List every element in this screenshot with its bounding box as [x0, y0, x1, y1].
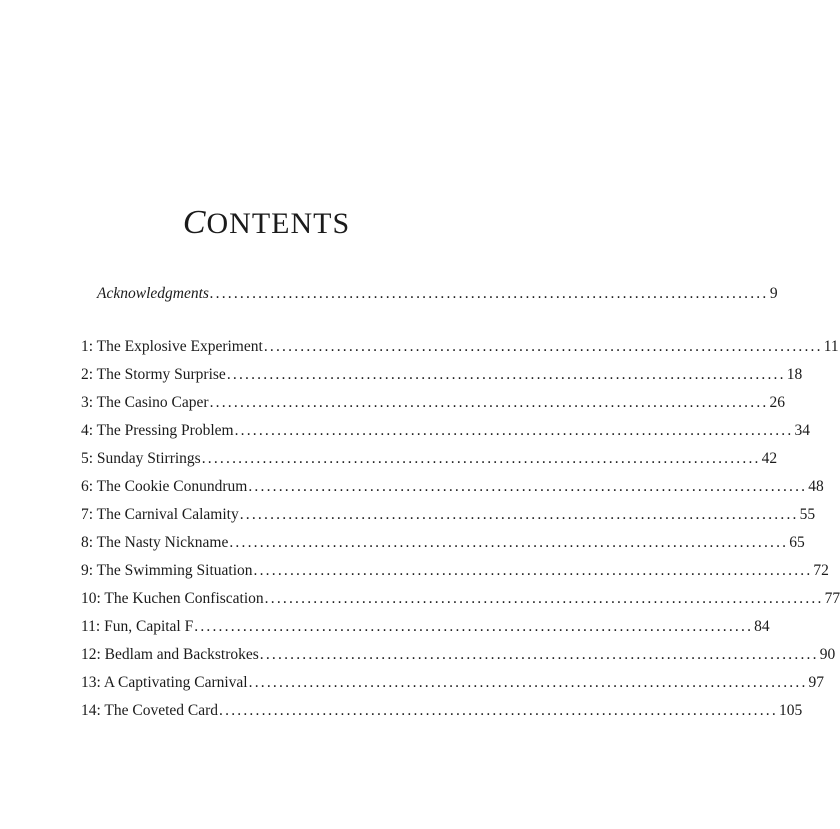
toc-entry-label: Acknowledgments	[97, 285, 209, 302]
toc-entry-page: 42	[761, 450, 778, 467]
toc-entry-page: 97	[808, 674, 825, 691]
toc-entry-label: 14: The Coveted Card	[81, 702, 219, 719]
toc-entry-label: 6: The Cookie Conundrum	[81, 478, 248, 495]
toc-entry-chapter	[81, 533, 805, 553]
toc-entry-chapter	[81, 561, 829, 581]
toc-entry-label: 10: The Kuchen Confiscation	[81, 590, 264, 607]
toc-entry-acknowledgments	[97, 284, 778, 304]
toc-entry-label: 12: Bedlam and Backstrokes	[81, 646, 259, 663]
toc-entry-label: 5: Sunday Stirrings	[81, 450, 201, 467]
toc-entry-page: 105	[778, 702, 803, 719]
dot-leader: ............................................................................................	[248, 478, 808, 495]
toc-entry-page: 55	[799, 506, 816, 523]
toc-entry-label: 3: The Casino Caper	[81, 394, 209, 411]
dot-leader: ............................................................................................	[219, 702, 778, 719]
toc-entry-page: 11	[823, 338, 839, 355]
title-initial: C	[182, 204, 207, 241]
title-rest: ONTENTS	[206, 207, 351, 240]
toc-entry-page: 72	[813, 562, 829, 579]
toc-entry-page: 77	[824, 590, 840, 607]
dot-leader: ............................................................................................	[229, 534, 789, 551]
toc-entry-label: 8: The Nasty Nickname	[81, 534, 229, 551]
toc-entry-page: 26	[769, 394, 785, 411]
dot-leader: ............................................................................................	[263, 338, 823, 355]
dot-leader: ............................................................................................	[259, 646, 819, 663]
toc-entry-chapter	[81, 617, 770, 637]
dot-leader: ............................................................................................	[234, 422, 794, 439]
toc-entry-chapter	[81, 701, 803, 721]
toc-entry-label: 2: The Stormy Surprise	[81, 366, 226, 383]
toc-entry-page: 18	[786, 366, 803, 383]
dot-leader: ............................................................................................	[264, 590, 824, 607]
toc-entry-page: 48	[808, 478, 824, 495]
toc-entry-chapter	[81, 337, 839, 357]
toc-entry-chapter	[81, 589, 840, 609]
dot-leader: ............................................................................................	[209, 285, 769, 302]
toc-entry-label: 13: A Captivating Carnival	[81, 674, 248, 691]
dot-leader: ............................................................................................	[209, 394, 769, 411]
toc-entry-label: 9: The Swimming Situation	[81, 562, 253, 579]
toc-entry-chapter	[81, 393, 785, 413]
toc-entry-page: 34	[794, 422, 810, 439]
toc-entry-label: 7: The Carnival Calamity	[81, 506, 239, 523]
toc-entry-chapter	[81, 477, 824, 497]
toc-entry-page: 84	[754, 618, 770, 635]
toc-entry-label: 4: The Pressing Problem	[81, 422, 234, 439]
toc-entry-chapter	[81, 645, 836, 665]
dot-leader: ............................................................................................	[226, 366, 786, 383]
toc-entry-chapter	[81, 421, 810, 441]
toc-entry-chapter	[81, 365, 803, 385]
dot-leader: ............................................................................................	[239, 506, 799, 523]
dot-leader: ............................................................................................	[253, 562, 813, 579]
toc-entry-label: 1: The Explosive Experiment	[81, 338, 263, 355]
toc-entry-label: 11: Fun, Capital F	[81, 618, 194, 635]
toc-entry-page: 9	[769, 285, 778, 302]
dot-leader: ............................................................................................	[248, 674, 808, 691]
dot-leader: ............................................................................................	[201, 450, 761, 467]
toc-entry-page: 65	[789, 534, 805, 551]
toc-entry-chapter	[81, 449, 778, 469]
toc-entry-page: 90	[819, 646, 836, 663]
toc-entry-chapter	[81, 505, 816, 525]
dot-leader: ............................................................................................	[194, 618, 754, 635]
toc-entry-chapter	[81, 673, 825, 693]
page-title	[0, 204, 533, 242]
